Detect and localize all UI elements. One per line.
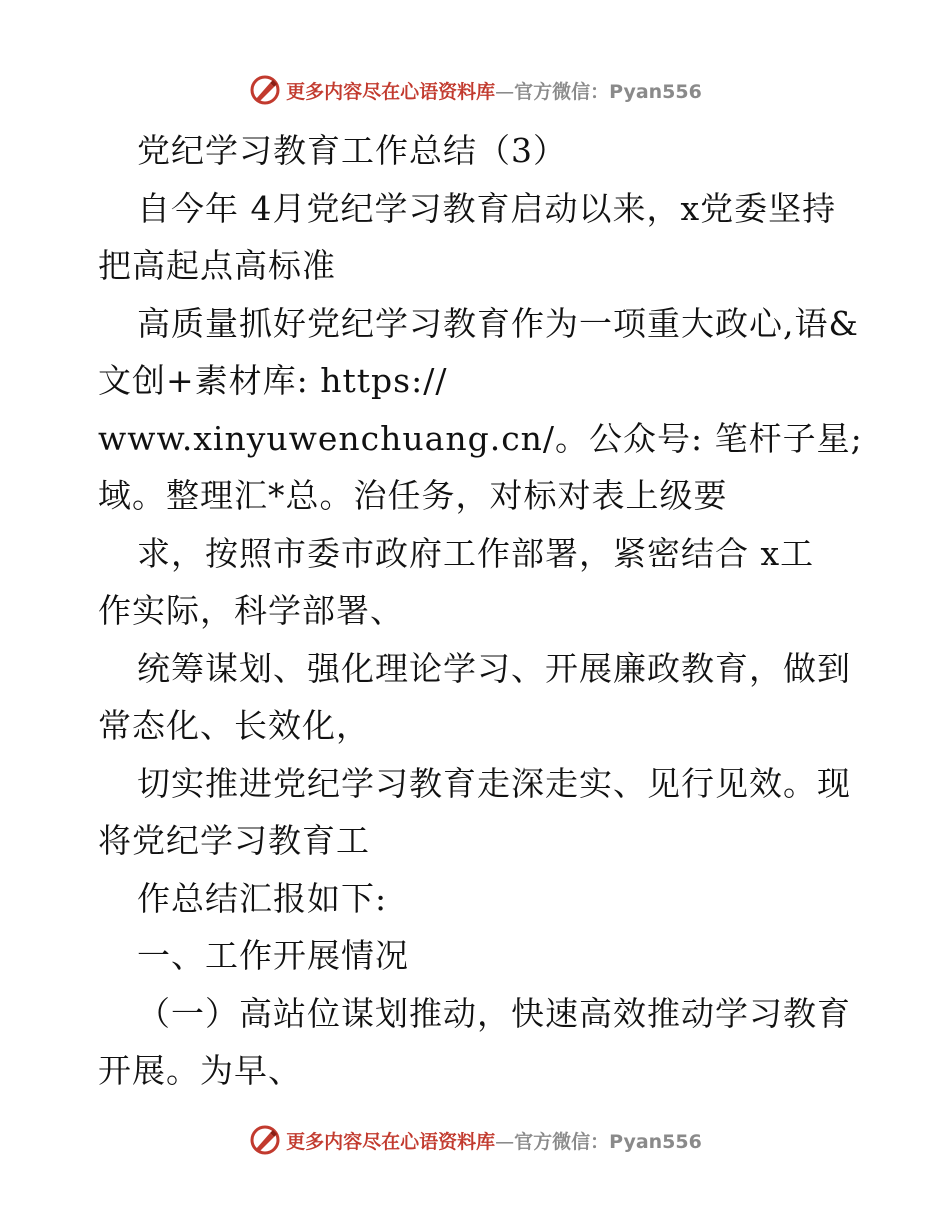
text-line: 切实推进党纪学习教育走深走实、见行见效。现: [137, 763, 851, 803]
text-line: 将党纪学习教育工: [98, 821, 370, 860]
text-line: 文创+素材库: https://: [98, 361, 448, 400]
text-line: 统筹谋划、强化理论学习、开展廉政教育，做到: [137, 648, 851, 688]
text-line: 求，按照市委市政府工作部署，紧密结合 x工: [137, 533, 815, 573]
text-line: 域。整理汇*总。治任务，对标对表上级要: [98, 476, 728, 515]
text-line: 开展。为早、: [98, 1051, 302, 1090]
text-line: www.xinyuwenchuang.cn/。公众号: 笔杆子星;: [98, 418, 863, 458]
banner-brand: 更多内容尽在心语资料库: [286, 1130, 496, 1153]
text-line: 常态化、长效化，: [98, 706, 370, 745]
banner-brand: 更多内容尽在心语资料库: [286, 80, 496, 103]
text-line: 自今年 4月党纪学习教育启动以来，x党委坚持: [137, 188, 837, 228]
text-line: 作实际，科学部署、: [98, 591, 404, 630]
banner-contact: 官方微信：Pyan556: [514, 1130, 702, 1153]
text-line: 一、工作开展情况: [137, 936, 409, 975]
header-banner: [0, 70, 950, 110]
document-body: [98, 122, 863, 1100]
text-line: 作总结汇报如下:: [137, 878, 388, 918]
pen-logo-icon: [248, 1123, 282, 1157]
footer-banner: [0, 1120, 950, 1160]
banner-separator: —: [495, 80, 515, 103]
banner-separator: —: [495, 1130, 515, 1153]
banner-contact: 官方微信：Pyan556: [514, 80, 702, 103]
text-line: （一）高站位谋划推动，快速高效推动学习教育: [137, 993, 851, 1033]
text-line: 高质量抓好党纪学习教育作为一项重大政心,语&: [137, 303, 859, 343]
document-title: 党纪学习教育工作总结（3）: [137, 131, 567, 170]
text-line: 把高起点高标准: [98, 246, 336, 285]
pen-logo-icon: [248, 73, 282, 107]
